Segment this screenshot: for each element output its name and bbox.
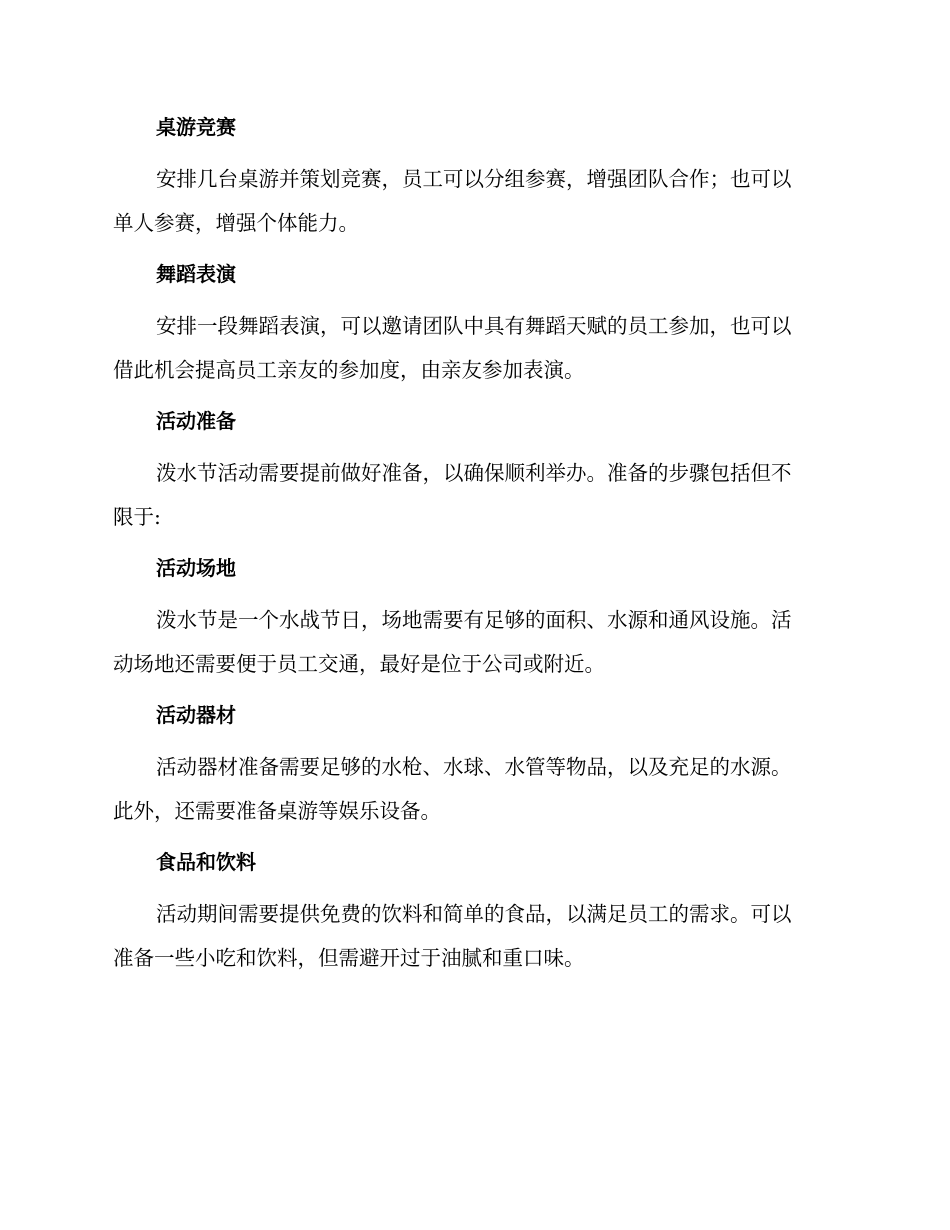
paragraph-line: 活动器材准备需要足够的水枪、水球、水管等物品，以及充足的水源。	[156, 755, 792, 779]
section-paragraph-food-and-drinks	[113, 892, 835, 980]
section-heading-event-preparation: 活动准备	[156, 409, 236, 433]
paragraph-line: 泼水节是一个水战节日，场地需要有足够的面积、水源和通风设施。活	[156, 608, 792, 632]
section-heading-food-and-drinks: 食品和饮料	[156, 850, 256, 874]
section-paragraph-board-game-contest	[113, 157, 835, 245]
section-heading-board-game-contest: 桌游竞赛	[156, 115, 236, 139]
section-heading-dance-performance: 舞蹈表演	[156, 262, 236, 286]
paragraph-line: 单人参赛，增强个体能力。	[113, 211, 359, 235]
paragraph-line: 活动期间需要提供免费的饮料和简单的食品，以满足员工的需求。可以	[156, 902, 792, 926]
paragraph-line: 限于:	[113, 505, 161, 529]
paragraph-line: 动场地还需要便于员工交通，最好是位于公司或附近。	[113, 652, 605, 676]
paragraph-line: 此外，还需要准备桌游等娱乐设备。	[113, 799, 441, 823]
section-heading-event-equipment: 活动器材	[156, 703, 236, 727]
paragraph-line: 借此机会提高员工亲友的参加度，由亲友参加表演。	[113, 358, 585, 382]
section-heading-event-venue: 活动场地	[156, 556, 236, 580]
paragraph-line: 安排几台桌游并策划竞赛，员工可以分组参赛，增强团队合作；也可以	[156, 167, 792, 191]
document-content	[113, 107, 835, 989]
section-paragraph-event-venue	[113, 598, 835, 686]
paragraph-line: 准备一些小吃和饮料，但需避开过于油腻和重口味。	[113, 946, 585, 970]
paragraph-line: 泼水节活动需要提前做好准备，以确保顺利举办。准备的步骤包括但不	[156, 461, 792, 485]
section-paragraph-event-equipment	[113, 745, 835, 833]
section-paragraph-event-preparation	[113, 451, 835, 539]
section-paragraph-dance-performance	[113, 304, 835, 392]
paragraph-line: 安排一段舞蹈表演，可以邀请团队中具有舞蹈天赋的员工参加，也可以	[156, 314, 792, 338]
